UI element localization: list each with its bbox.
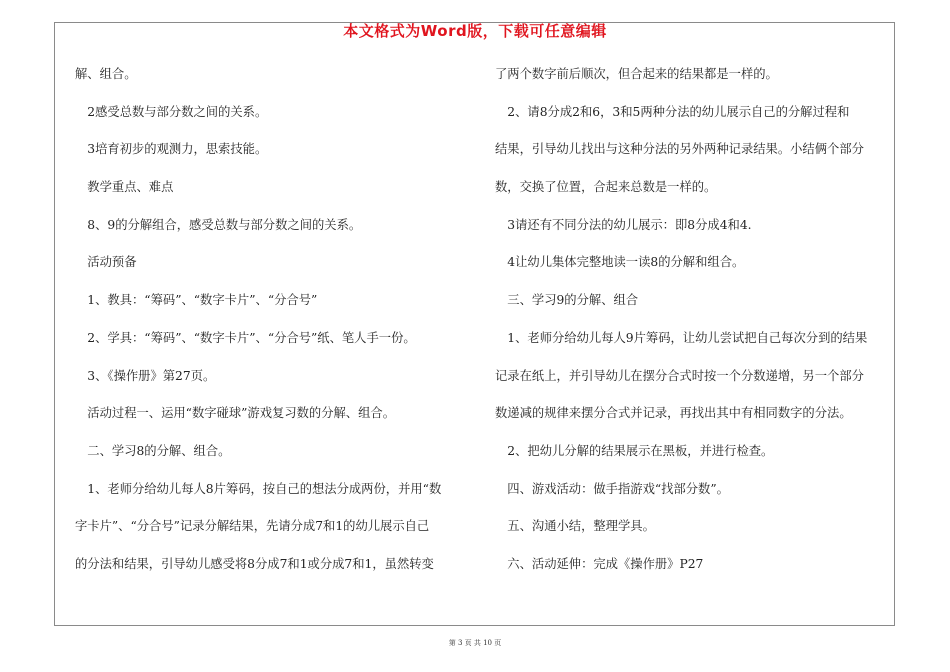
text-line: 2、学具：“筹码”、“数字卡片”、“分合号”纸、笔人手一份。 [75, 330, 416, 345]
section-heading: 四、游戏活动：做手指游戏“找部分数”。 [495, 481, 729, 496]
text-line: 了两个数字前后顺次，但合起来的结果都是一样的。 [495, 67, 778, 81]
section-heading: 活动预备 [75, 255, 137, 270]
section-heading: 三、学习9的分解、组合 [495, 293, 639, 308]
text-line: 8、9的分解组合，感受总数与部分数之间的关系。 [75, 217, 362, 232]
text-line: 记录在纸上，并引导幼儿在摆分合式时按一个分数递增，另一个部分 [495, 368, 864, 383]
text-line: 4让幼儿集体完整地读一读8的分解和组合。 [495, 255, 745, 270]
text-line: 活动过程一、运用“数字碰球”游戏复习数的分解、组合。 [75, 406, 395, 421]
text-line: 3请还有不同分法的幼儿展示：即8分成4和4. [495, 217, 752, 232]
text-line: 1、教具：“筹码”、“数字卡片”、“分合号” [75, 293, 318, 308]
text-line: 数递减的规律来摆分合式并记录，再找出其中有相同数字的分法。 [495, 406, 852, 421]
left-text-column [75, 59, 469, 587]
text-line: 数，交换了位置，合起来总数是一样的。 [495, 180, 717, 195]
section-heading: 六、活动延伸：完成《操作册》P27 [495, 556, 704, 571]
text-line: 3培育初步的观测力，思索技能。 [75, 142, 268, 157]
text-line: 1、老师分给幼儿每人9片筹码，让幼儿尝试把自己每次分到的结果 [495, 330, 868, 345]
text-line: 1、老师分给幼儿每人8片筹码，按自己的想法分成两份，并用“数 [75, 481, 442, 496]
text-line: 3、《操作册》第27页。 [75, 368, 216, 383]
text-line: 结果，引导幼儿找出与这种分法的另外两种记录结果。小结俩个部分 [495, 142, 864, 157]
text-line: 2、请8分成2和6，3和5两种分法的幼儿展示自己的分解过程和 [495, 104, 850, 119]
section-heading: 二、学习8的分解、组合。 [75, 443, 231, 458]
section-heading: 五、沟通小结，整理学具。 [495, 519, 655, 534]
right-text-column [495, 59, 891, 587]
text-line: 2感受总数与部分数之间的关系。 [75, 104, 268, 119]
text-line: 的分法和结果，引导幼儿感受将8分成7和1或分成7和1，虽然转变 [75, 556, 434, 571]
text-line: 字卡片”、“分合号”记录分解结果，先请分成7和1的幼儿展示自己 [75, 519, 430, 534]
document-header-title: 本文格式为Word版，下载可任意编辑 [343, 22, 607, 40]
page-number-footer: 第 3 页 共 10 页 [448, 639, 502, 647]
section-heading: 教学重点、难点 [75, 180, 174, 195]
text-line: 解、组合。 [75, 67, 137, 81]
text-line: 2、把幼儿分解的结果展示在黑板，并进行检查。 [495, 443, 774, 458]
